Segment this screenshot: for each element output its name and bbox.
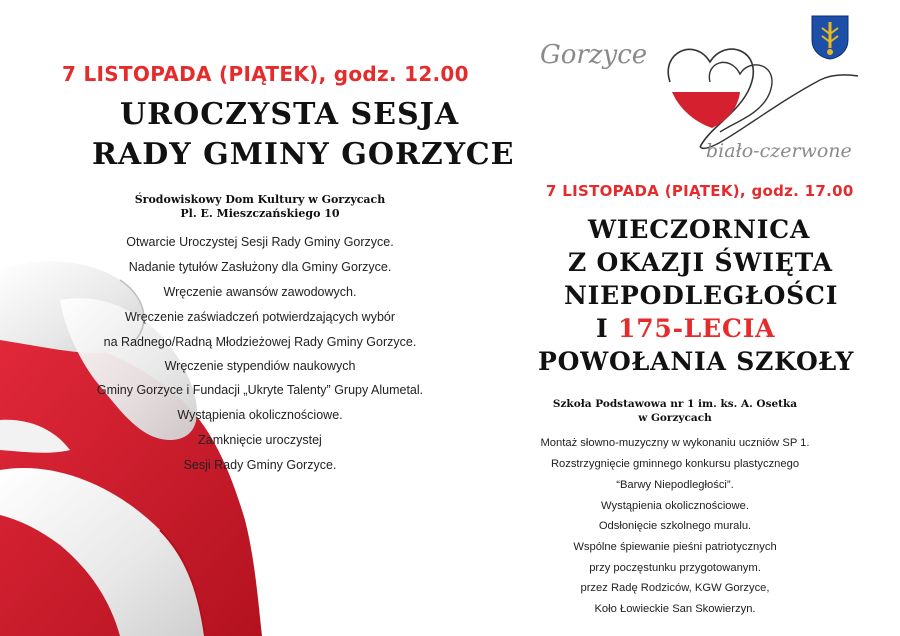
left-program-item: Wystąpienia okolicznościowe. [177,408,343,422]
right-title-anniversary-highlight: 175-LECIA [618,314,776,343]
right-program-item: Koło Łowieckie San Skowierzyn. [594,603,756,615]
right-program-item: Wspólne śpiewanie pieśni patriotycznych [573,541,777,553]
left-program-item: Nadanie tytułów Zasłużony dla Gminy Gorzyce. [128,260,392,274]
left-program-item: Wręczenie awansów zawodowych. [163,285,357,299]
left-venue-line-1: Środowiskowy Dom Kultury w Gorzycach [134,193,386,206]
right-program-item: Rozstrzygnięcie gminnego konkursu plastycznego [550,458,800,470]
right-venue [525,397,825,425]
right-program-item: przez Radę Rodziców, KGW Gorzyce, [580,582,770,594]
right-title-line-2: Z OKAZJI ŚWIĘTA [568,248,833,277]
left-title-line-2: RADY GMINY GORZYCE [92,137,515,172]
left-program-item: Otwarcie Uroczystej Sesji Rady Gminy Gorzyce. [126,235,394,249]
right-program-item: “Barwy Niepodległości”. [616,479,734,491]
left-program-item: Gminy Gorzyce i Fundacji „Ukryte Talenty” Grupy Alumetal. [96,383,424,397]
logo-text-gorzyce: Gorzyce [540,40,648,70]
left-venue-line-2: Pl. E. Mieszczańskiego 10 [180,207,340,220]
right-title-line-1: WIECZORNICA [588,215,811,244]
left-program-item: na Radnego/Radną Młodzieżowej Rady Gminy Gorzyce. [103,335,417,349]
right-event-date: 7 LISTOPADA (PIĄTEK), godz. 17.00 [546,182,854,200]
left-event-date: 7 LISTOPADA (PIĄTEK), godz. 12.00 [62,62,469,86]
right-program-item: Wystąpienia okolicznościowe. [601,500,749,512]
right-venue-line-1: Szkoła Podstawowa nr 1 im. ks. A. Osetka [552,398,798,410]
left-program-item: Sesji Rady Gminy Gorzyce. [183,458,337,472]
right-title-line-4-prefix: I [596,314,618,343]
left-program-item: Wręczenie zaświadczeń potwierdzających wybór [124,310,396,324]
left-program-item: Zamknięcie uroczystej [198,433,322,447]
coat-of-arms-icon [810,14,850,60]
left-venue [110,193,410,221]
right-program-item: Odsłonięcie szkolnego muralu. [598,520,752,532]
right-title-line-5: POWOŁANIA SZKOŁY [538,347,855,376]
left-program-item: Wręczenie stypendiów naukowych [164,359,356,373]
right-title-line-3: NIEPODLEGŁOŚCI [564,281,839,310]
right-program-item: Montaż słowno-muzyczny w wykonaniu uczniów SP 1. [540,437,810,449]
logo-text-bialo-czerwone: biało-czerwone [706,140,852,162]
right-title-line-4 [596,316,775,341]
right-program-item: przy poczęstunku przygotowanym. [589,562,761,574]
right-venue-line-2: w Gorzycach [638,412,712,424]
left-title-line-1: UROCZYSTA SESJA [120,97,460,132]
